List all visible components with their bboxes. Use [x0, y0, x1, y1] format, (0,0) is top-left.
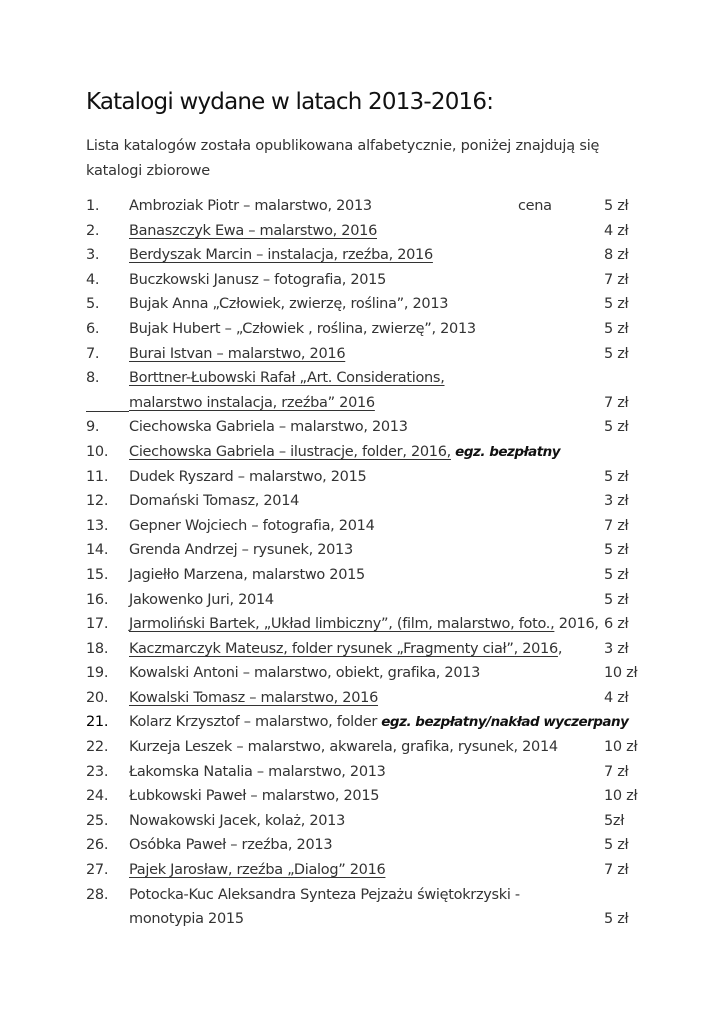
item-title: Dudek Ryszard – malarstwo, 2015 — [129, 468, 367, 485]
item-title: Kaczmarczyk Mateusz, folder rysunek „Fragmenty ciał”, 2016, — [129, 640, 563, 657]
list-item — [0, 784, 725, 809]
item-number: 13. — [86, 517, 109, 534]
item-price: 5 zł — [604, 542, 629, 559]
item-price: 10 zł — [604, 739, 638, 756]
item-number: 9. — [86, 419, 100, 436]
item-title: Ciechowska Gabriela – ilustracje, folder, 2016, egz. bezpłatny — [129, 443, 561, 460]
item-title: Nowakowski Jacek, kolaż, 2013 — [129, 812, 346, 829]
list-item — [0, 858, 725, 883]
list-item — [0, 661, 725, 686]
list-item — [0, 514, 725, 539]
item-number: 28. — [86, 886, 109, 903]
item-number: 1. — [86, 198, 100, 214]
item-number: 18. — [86, 640, 109, 657]
item-price: 8 zł — [604, 247, 629, 264]
item-price: 7 zł — [604, 394, 629, 411]
item-number: 14. — [86, 542, 109, 559]
list-item — [0, 465, 725, 490]
item-title: Buczkowski Janusz – fotografia, 2015 — [129, 271, 387, 288]
list-item — [0, 317, 725, 342]
item-title: Bujak Hubert – „Człowiek , roślina, zwierzę”, 2013 — [129, 320, 476, 337]
item-title: Banaszczyk Ewa – malarstwo, 2016 — [129, 222, 377, 239]
item-title: Ambroziak Piotr – malarstwo, 2013 — [129, 198, 372, 214]
item-price: 5 zł — [604, 837, 629, 854]
list-item — [0, 219, 725, 244]
list-item — [0, 760, 725, 785]
item-price: 3 zł — [604, 640, 629, 657]
item-price: 6 zł — [604, 616, 629, 633]
item-number: 6. — [86, 320, 100, 337]
item-title: Kowalski Antoni – malarstwo, obiekt, grafika, 2013 — [129, 665, 481, 682]
list-item — [0, 809, 725, 834]
item-price: 3 zł — [604, 493, 629, 510]
item-number: 11. — [86, 468, 109, 485]
list-item — [0, 735, 725, 760]
item-number: 21. — [86, 714, 109, 731]
item-price: 10 zł — [604, 788, 638, 805]
item-title: Pajek Jarosław, rzeźba „Dialog” 2016 — [129, 862, 386, 879]
list-item — [0, 292, 725, 317]
item-number: 12. — [86, 493, 109, 510]
item-price: 5 zł — [604, 591, 629, 608]
item-price: 5 zł — [604, 345, 629, 362]
item-number: 16. — [86, 591, 109, 608]
free-copy-note: egz. bezpłatny/nakład wyczerpany — [377, 714, 629, 731]
item-title: Kolarz Krzysztof – malarstwo, folder egz. bezpłatny/nakład wyczerpany — [129, 714, 629, 731]
item-title: Gepner Wojciech – fotografia, 2014 — [129, 517, 375, 534]
item-price: 4 zł — [604, 222, 629, 239]
list-item — [0, 588, 725, 613]
list-item — [0, 686, 725, 711]
item-title: Ciechowska Gabriela – malarstwo, 2013 — [129, 419, 408, 436]
item-price: 5 zł — [604, 198, 629, 214]
item-price: 7 zł — [604, 763, 629, 780]
item-title: Jakowenko Juri, 2014 — [129, 591, 274, 608]
intro-text: Lista katalogów została opublikowana alfabetycznie, poniżej znajdują się katalogi zbiorowe — [86, 138, 600, 179]
item-title: Kurzeja Leszek – malarstwo, akwarela, grafika, rysunek, 2014 — [129, 739, 558, 756]
item-title: Kowalski Tomasz – malarstwo, 2016 — [129, 689, 379, 706]
list-item-continuation — [0, 907, 725, 932]
list-item — [0, 538, 725, 563]
item-title: monotypia 2015 — [129, 911, 244, 928]
item-title: Domański Tomasz, 2014 — [129, 493, 300, 510]
item-title: Osóbka Paweł – rzeźba, 2013 — [129, 837, 333, 854]
item-price: 10 zł — [604, 665, 638, 682]
item-number: 20. — [86, 689, 109, 706]
item-price: 7 zł — [604, 862, 629, 879]
item-title: Burai Istvan – malarstwo, 2016 — [129, 345, 346, 362]
item-number: 19. — [86, 665, 109, 682]
list-item — [0, 883, 725, 908]
item-number: 27. — [86, 862, 109, 879]
item-price: 5 zł — [604, 911, 629, 928]
item-title: malarstwo instalacja, rzeźba” 2016 — [129, 394, 375, 411]
item-number: 2. — [86, 222, 100, 239]
item-price: 7 zł — [604, 517, 629, 534]
item-number: 10. — [86, 443, 109, 460]
list-item — [0, 833, 725, 858]
item-price: 5 zł — [604, 468, 629, 485]
item-number: 25. — [86, 812, 109, 829]
item-title: Łakomska Natalia – malarstwo, 2013 — [129, 763, 386, 780]
item-number: 26. — [86, 837, 109, 854]
free-copy-note: egz. bezpłatny — [450, 443, 561, 460]
list-item — [0, 268, 725, 293]
item-title: Jagiełło Marzena, malarstwo 2015 — [129, 566, 365, 583]
item-number: 23. — [86, 763, 109, 780]
list-item — [0, 563, 725, 588]
list-item-continuation — [0, 391, 725, 416]
item-price: 5 zł — [604, 320, 629, 337]
item-number: 7. — [86, 345, 100, 362]
item-number: 8. — [86, 370, 100, 387]
item-number: 4. — [86, 271, 100, 288]
underline-rule — [86, 411, 129, 412]
item-number: 24. — [86, 788, 109, 805]
item-title: Bujak Anna „Człowiek, zwierzę, roślina”, 2013 — [129, 296, 449, 313]
list-item — [0, 366, 725, 391]
list-item — [0, 243, 725, 268]
item-price: 4 zł — [604, 689, 629, 706]
item-price: 5 zł — [604, 296, 629, 313]
item-title: Borttner-Łubowski Rafał „Art. Considerations, — [129, 370, 445, 387]
list-item — [0, 194, 725, 219]
item-title: Jarmoliński Bartek, „Układ limbiczny”, (film, malarstwo, foto., 2016, — [129, 616, 599, 633]
price-column-label: cena — [518, 198, 552, 214]
page-title: Katalogi wydane w latach 2013-2016: — [86, 89, 494, 115]
item-price: 5 zł — [604, 419, 629, 436]
catalog-list — [0, 194, 725, 932]
list-item — [0, 637, 725, 662]
list-item — [0, 342, 725, 367]
list-item — [0, 612, 725, 637]
list-item — [0, 415, 725, 440]
item-price: 5 zł — [604, 566, 629, 583]
item-title: Grenda Andrzej – rysunek, 2013 — [129, 542, 353, 559]
item-number: 15. — [86, 566, 109, 583]
item-title: Potocka-Kuc Aleksandra Synteza Pejzażu świętokrzyski - — [129, 886, 520, 903]
item-number: 22. — [86, 739, 109, 756]
item-number: 17. — [86, 616, 109, 633]
list-item — [0, 710, 725, 735]
item-title: Łubkowski Paweł – malarstwo, 2015 — [129, 788, 380, 805]
list-item — [0, 489, 725, 514]
item-number: 5. — [86, 296, 100, 313]
item-price: 5zł — [604, 812, 625, 829]
item-title: Berdyszak Marcin – instalacja, rzeźba, 2016 — [129, 247, 433, 264]
item-number: 3. — [86, 247, 100, 264]
list-item — [0, 440, 725, 465]
item-price: 7 zł — [604, 271, 629, 288]
